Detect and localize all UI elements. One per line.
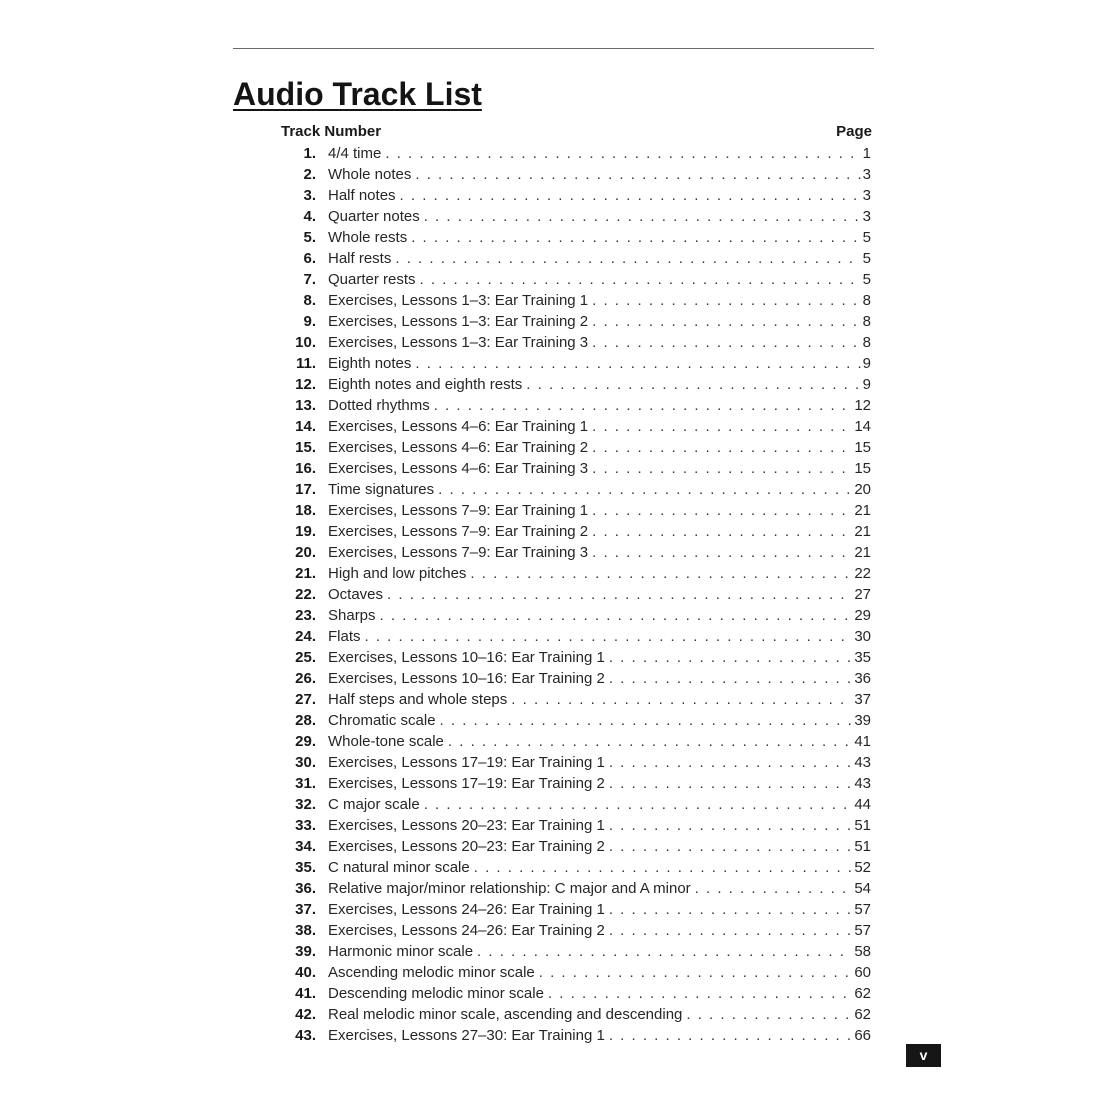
- track-title: Exercises, Lessons 1–3: Ear Training 1: [328, 292, 589, 309]
- track-title: Exercises, Lessons 17–19: Ear Training 1: [328, 754, 605, 771]
- track-title: Descending melodic minor scale: [328, 985, 544, 1002]
- page-column-header: Page: [836, 123, 872, 140]
- track-page-number: 21: [854, 544, 871, 561]
- track-row: [280, 647, 871, 668]
- track-title: Exercises, Lessons 4–6: Ear Training 1: [328, 418, 589, 435]
- track-page-number: 12: [854, 397, 871, 414]
- dot-leader: [695, 878, 853, 899]
- track-list: [280, 143, 871, 1046]
- dot-leader: [395, 248, 860, 269]
- dot-leader: [511, 689, 852, 710]
- track-number: 22.: [295, 586, 316, 603]
- track-title: Eighth notes: [328, 355, 412, 372]
- track-page-number: 5: [862, 250, 871, 267]
- track-page-number: 3: [862, 166, 871, 183]
- dot-leader: [470, 563, 852, 584]
- track-number: 24.: [295, 628, 316, 645]
- track-number: 7.: [303, 271, 316, 288]
- track-row: [280, 899, 871, 920]
- track-page-number: 8: [862, 292, 871, 309]
- dot-leader: [415, 353, 860, 374]
- dot-leader: [609, 815, 852, 836]
- dot-leader: [424, 206, 861, 227]
- track-page-number: 62: [854, 985, 871, 1002]
- dot-leader: [592, 542, 852, 563]
- dot-leader: [609, 773, 852, 794]
- dot-leader: [440, 710, 853, 731]
- track-row: [280, 290, 871, 311]
- track-row: [280, 710, 871, 731]
- track-page-number: 15: [854, 460, 871, 477]
- track-row: [280, 521, 871, 542]
- track-row: [280, 164, 871, 185]
- track-title: Exercises, Lessons 7–9: Ear Training 2: [328, 523, 589, 540]
- track-page-number: 44: [854, 796, 871, 813]
- dot-leader: [415, 164, 860, 185]
- track-number: 16.: [295, 460, 316, 477]
- track-title: Ascending melodic minor scale: [328, 964, 535, 981]
- track-title: Exercises, Lessons 17–19: Ear Training 2: [328, 775, 605, 792]
- track-number: 43.: [295, 1027, 316, 1044]
- track-number: 12.: [295, 376, 316, 393]
- track-number: 2.: [303, 166, 316, 183]
- track-title: Time signatures: [328, 481, 435, 498]
- track-number: 13.: [295, 397, 316, 414]
- track-row: [280, 458, 871, 479]
- track-number: 35.: [295, 859, 316, 876]
- track-row: [280, 542, 871, 563]
- track-number: 40.: [295, 964, 316, 981]
- track-title: Half notes: [328, 187, 396, 204]
- track-row: [280, 857, 871, 878]
- track-number: 14.: [295, 418, 316, 435]
- track-number: 38.: [295, 922, 316, 939]
- track-number: 6.: [303, 250, 316, 267]
- track-row: [280, 227, 871, 248]
- track-number: 37.: [295, 901, 316, 918]
- track-row: [280, 332, 871, 353]
- track-number: 5.: [303, 229, 316, 246]
- track-number: 32.: [295, 796, 316, 813]
- track-title: Exercises, Lessons 24–26: Ear Training 1: [328, 901, 605, 918]
- track-row: [280, 983, 871, 1004]
- track-row: [280, 941, 871, 962]
- dot-leader: [592, 500, 852, 521]
- dot-leader: [592, 458, 852, 479]
- track-number: 15.: [295, 439, 316, 456]
- track-row: [280, 479, 871, 500]
- track-page-number: 14: [854, 418, 871, 435]
- track-row: [280, 437, 871, 458]
- track-page-number: 8: [862, 313, 871, 330]
- track-title: Chromatic scale: [328, 712, 436, 729]
- track-number: 34.: [295, 838, 316, 855]
- track-row: [280, 1004, 871, 1025]
- track-page-number: 54: [854, 880, 871, 897]
- track-row: [280, 248, 871, 269]
- track-row: [280, 206, 871, 227]
- track-title: High and low pitches: [328, 565, 467, 582]
- dot-leader: [609, 899, 852, 920]
- track-number: 23.: [295, 607, 316, 624]
- dot-leader: [420, 269, 861, 290]
- track-row: [280, 584, 871, 605]
- track-row: [280, 311, 871, 332]
- track-number: 10.: [295, 334, 316, 351]
- track-number: 27.: [295, 691, 316, 708]
- dot-leader: [592, 521, 852, 542]
- track-page-number: 9: [862, 355, 871, 372]
- track-page-number: 9: [862, 376, 871, 393]
- track-number: 11.: [295, 355, 316, 372]
- track-title: Quarter notes: [328, 208, 420, 225]
- track-page-number: 21: [854, 523, 871, 540]
- track-page-number: 22: [854, 565, 871, 582]
- track-row: [280, 1025, 871, 1046]
- track-number: 30.: [295, 754, 316, 771]
- track-page-number: 21: [854, 502, 871, 519]
- dot-leader: [526, 374, 860, 395]
- track-row: [280, 773, 871, 794]
- track-row: [280, 731, 871, 752]
- track-number-column-header: Track Number: [281, 123, 382, 140]
- dot-leader: [477, 941, 852, 962]
- track-row: [280, 815, 871, 836]
- track-number: 29.: [295, 733, 316, 750]
- track-page-number: 37: [854, 691, 871, 708]
- track-page-number: 20: [854, 481, 871, 498]
- track-title: Exercises, Lessons 7–9: Ear Training 1: [328, 502, 589, 519]
- track-title: 4/4 time: [328, 145, 382, 162]
- track-row: [280, 605, 871, 626]
- track-number: 26.: [295, 670, 316, 687]
- track-page-number: 5: [862, 229, 871, 246]
- page-number-tab: v: [906, 1044, 941, 1067]
- track-row: [280, 626, 871, 647]
- track-page-number: 39: [854, 712, 871, 729]
- track-title: Exercises, Lessons 1–3: Ear Training 2: [328, 313, 589, 330]
- track-row: [280, 353, 871, 374]
- track-row: [280, 143, 871, 164]
- dot-leader: [592, 437, 852, 458]
- track-title: Flats: [328, 628, 361, 645]
- track-row: [280, 395, 871, 416]
- dot-leader: [385, 143, 860, 164]
- track-title: Exercises, Lessons 20–23: Ear Training 2: [328, 838, 605, 855]
- dot-leader: [474, 857, 853, 878]
- track-title: Harmonic minor scale: [328, 943, 474, 960]
- track-number: 21.: [295, 565, 316, 582]
- track-page-number: 27: [854, 586, 871, 603]
- track-number: 31.: [295, 775, 316, 792]
- top-rule: [233, 48, 874, 49]
- track-number: 28.: [295, 712, 316, 729]
- track-title: Eighth notes and eighth rests: [328, 376, 523, 393]
- track-title: C natural minor scale: [328, 859, 470, 876]
- track-page-number: 60: [854, 964, 871, 981]
- track-title: Dotted rhythms: [328, 397, 430, 414]
- dot-leader: [411, 227, 860, 248]
- track-page-number: 8: [862, 334, 871, 351]
- dot-leader: [539, 962, 853, 983]
- track-page-number: 1: [862, 145, 871, 162]
- track-page-number: 43: [854, 754, 871, 771]
- dot-leader: [387, 584, 852, 605]
- track-number: 1.: [303, 145, 316, 162]
- track-page-number: 41: [854, 733, 871, 750]
- dot-leader: [380, 605, 853, 626]
- track-number: 18.: [295, 502, 316, 519]
- track-page-number: 5: [862, 271, 871, 288]
- track-title: Octaves: [328, 586, 384, 603]
- track-number: 19.: [295, 523, 316, 540]
- dot-leader: [424, 794, 853, 815]
- dot-leader: [609, 1025, 852, 1046]
- dot-leader: [609, 920, 852, 941]
- dot-leader: [609, 836, 852, 857]
- track-number: 4.: [303, 208, 316, 225]
- track-number: 17.: [295, 481, 316, 498]
- track-page-number: 29: [854, 607, 871, 624]
- dot-leader: [448, 731, 852, 752]
- dot-leader: [592, 311, 861, 332]
- track-page-number: 3: [862, 187, 871, 204]
- track-title: Relative major/minor relationship: C major and A minor: [328, 880, 691, 897]
- track-row: [280, 269, 871, 290]
- track-title: Whole rests: [328, 229, 408, 246]
- track-title: Real melodic minor scale, ascending and descending: [328, 1006, 683, 1023]
- track-page-number: 43: [854, 775, 871, 792]
- dot-leader: [400, 185, 861, 206]
- track-row: [280, 752, 871, 773]
- track-number: 39.: [295, 943, 316, 960]
- track-title: Sharps: [328, 607, 376, 624]
- track-title: Exercises, Lessons 20–23: Ear Training 1: [328, 817, 605, 834]
- track-number: 25.: [295, 649, 316, 666]
- dot-leader: [686, 1004, 852, 1025]
- track-row: [280, 962, 871, 983]
- track-title: Exercises, Lessons 4–6: Ear Training 3: [328, 460, 589, 477]
- track-page-number: 52: [854, 859, 871, 876]
- track-row: [280, 689, 871, 710]
- track-row: [280, 374, 871, 395]
- track-page-number: 36: [854, 670, 871, 687]
- track-number: 36.: [295, 880, 316, 897]
- track-title: Exercises, Lessons 10–16: Ear Training 2: [328, 670, 605, 687]
- track-title: Exercises, Lessons 1–3: Ear Training 3: [328, 334, 589, 351]
- track-title: C major scale: [328, 796, 420, 813]
- track-number: 42.: [295, 1006, 316, 1023]
- track-row: [280, 668, 871, 689]
- dot-leader: [609, 668, 852, 689]
- track-number: 9.: [303, 313, 316, 330]
- track-page-number: 30: [854, 628, 871, 645]
- dot-leader: [592, 332, 861, 353]
- track-number: 8.: [303, 292, 316, 309]
- track-row: [280, 416, 871, 437]
- track-page-number: 57: [854, 922, 871, 939]
- dot-leader: [365, 626, 853, 647]
- track-page-number: 62: [854, 1006, 871, 1023]
- dot-leader: [438, 479, 852, 500]
- track-number: 20.: [295, 544, 316, 561]
- track-row: [280, 836, 871, 857]
- track-number: 41.: [295, 985, 316, 1002]
- track-title: Exercises, Lessons 24–26: Ear Training 2: [328, 922, 605, 939]
- track-page-number: 15: [854, 439, 871, 456]
- track-row: [280, 920, 871, 941]
- track-row: [280, 500, 871, 521]
- track-page-number: 66: [854, 1027, 871, 1044]
- track-row: [280, 794, 871, 815]
- track-title: Quarter rests: [328, 271, 416, 288]
- dot-leader: [592, 290, 861, 311]
- track-title: Whole notes: [328, 166, 412, 183]
- track-row: [280, 563, 871, 584]
- dot-leader: [434, 395, 853, 416]
- track-title: Half steps and whole steps: [328, 691, 508, 708]
- track-title: Whole-tone scale: [328, 733, 444, 750]
- track-number: 33.: [295, 817, 316, 834]
- track-page-number: 58: [854, 943, 871, 960]
- track-page-number: 51: [854, 838, 871, 855]
- track-row: [280, 878, 871, 899]
- track-title: Half rests: [328, 250, 392, 267]
- track-page-number: 35: [854, 649, 871, 666]
- track-page-number: 51: [854, 817, 871, 834]
- track-title: Exercises, Lessons 27–30: Ear Training 1: [328, 1027, 605, 1044]
- track-page-number: 57: [854, 901, 871, 918]
- track-number: 3.: [303, 187, 316, 204]
- dot-leader: [548, 983, 852, 1004]
- track-title: Exercises, Lessons 10–16: Ear Training 1: [328, 649, 605, 666]
- dot-leader: [592, 416, 852, 437]
- track-title: Exercises, Lessons 7–9: Ear Training 3: [328, 544, 589, 561]
- dot-leader: [609, 752, 852, 773]
- track-row: [280, 185, 871, 206]
- track-title: Exercises, Lessons 4–6: Ear Training 2: [328, 439, 589, 456]
- dot-leader: [609, 647, 852, 668]
- page-title: Audio Track List: [233, 76, 482, 112]
- track-page-number: 3: [862, 208, 871, 225]
